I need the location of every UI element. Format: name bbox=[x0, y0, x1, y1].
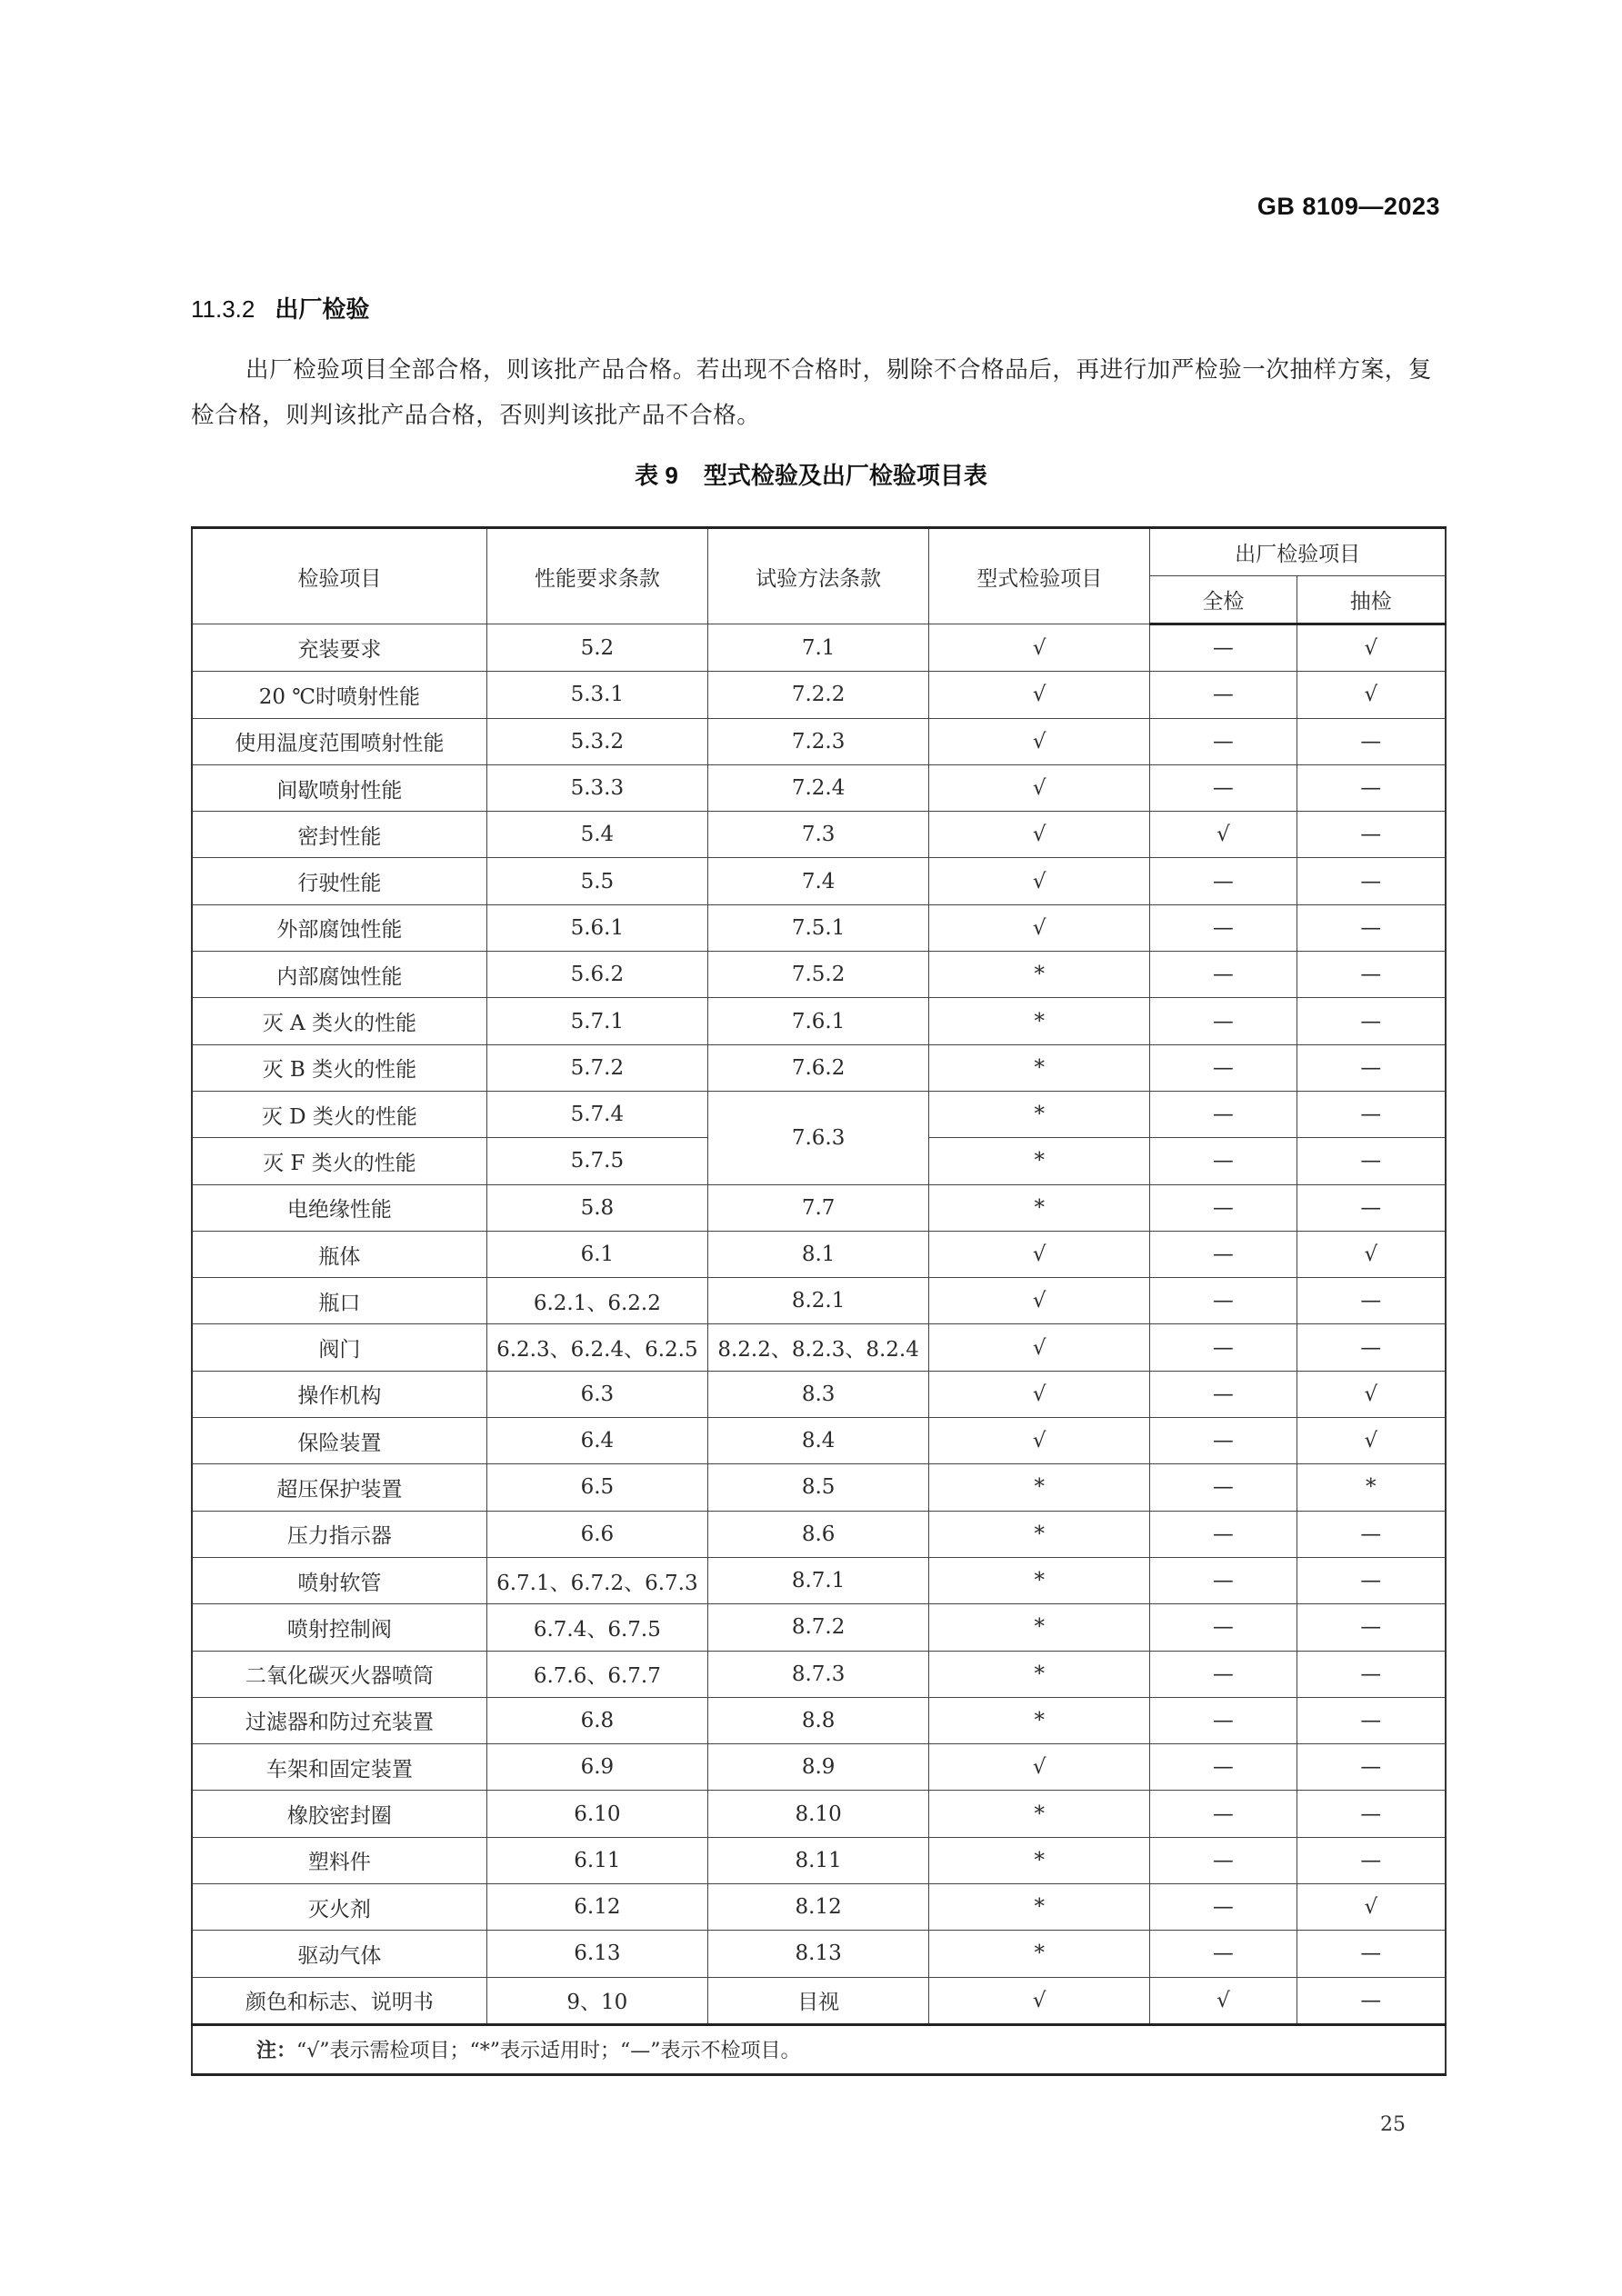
cell-sampling-inspection-dash-mark: — bbox=[1297, 1044, 1446, 1091]
cell-test-method-clause: 7.2.3 bbox=[707, 718, 928, 764]
cell-sampling-inspection-dash-mark: — bbox=[1297, 1511, 1446, 1557]
cell-full-inspection-dash-mark: — bbox=[1150, 1884, 1297, 1931]
cell-test-method-clause: 8.2.2、8.2.3、8.2.4 bbox=[707, 1324, 928, 1371]
cell-full-inspection-dash-mark: — bbox=[1150, 1278, 1297, 1324]
cell-type-test-asterisk-mark: * bbox=[929, 1091, 1150, 1137]
note-label: 注： bbox=[256, 2039, 297, 2062]
cell-performance-clause: 6.7.6、6.7.7 bbox=[486, 1651, 707, 1697]
cell-item: 二氧化碳灭火器喷筒 bbox=[192, 1651, 486, 1697]
cell-full-inspection-dash-mark: — bbox=[1150, 1371, 1297, 1417]
cell-performance-clause: 6.4 bbox=[486, 1418, 707, 1464]
cell-sampling-inspection-dash-mark: — bbox=[1297, 1697, 1446, 1743]
cell-sampling-inspection-asterisk-mark: * bbox=[1297, 1464, 1446, 1511]
table-row bbox=[192, 1837, 1446, 1883]
cell-item: 充装要求 bbox=[192, 624, 486, 672]
table-row bbox=[192, 624, 1446, 672]
cell-item: 灭 A 类火的性能 bbox=[192, 998, 486, 1044]
table-row bbox=[192, 1371, 1446, 1417]
cell-full-inspection-dash-mark: — bbox=[1150, 1744, 1297, 1791]
page-number: 25 bbox=[1380, 2113, 1406, 2136]
table-row bbox=[192, 1884, 1446, 1931]
cell-full-inspection-check-mark: √ bbox=[1150, 812, 1297, 858]
cell-sampling-inspection-check-mark: √ bbox=[1297, 672, 1446, 718]
cell-full-inspection-dash-mark: — bbox=[1150, 1091, 1297, 1137]
cell-item: 灭 B 类火的性能 bbox=[192, 1044, 486, 1091]
cell-sampling-inspection-check-mark: √ bbox=[1297, 1371, 1446, 1417]
cell-sampling-inspection-dash-mark: — bbox=[1297, 1091, 1446, 1137]
table-row bbox=[192, 1278, 1446, 1324]
cell-full-inspection-dash-mark: — bbox=[1150, 764, 1297, 811]
cell-performance-clause: 6.7.1、6.7.2、6.7.3 bbox=[486, 1557, 707, 1603]
cell-performance-clause: 5.3.2 bbox=[486, 718, 707, 764]
cell-sampling-inspection-dash-mark: — bbox=[1297, 1184, 1446, 1231]
cell-full-inspection-dash-mark: — bbox=[1150, 1324, 1297, 1371]
table-note-row bbox=[192, 2024, 1446, 2074]
cell-full-inspection-dash-mark: — bbox=[1150, 858, 1297, 904]
cell-sampling-inspection-dash-mark: — bbox=[1297, 764, 1446, 811]
table-row bbox=[192, 672, 1446, 718]
cell-type-test-asterisk-mark: * bbox=[929, 998, 1150, 1044]
cell-performance-clause: 6.8 bbox=[486, 1697, 707, 1743]
cell-performance-clause: 5.5 bbox=[486, 858, 707, 904]
cell-item: 间歇喷射性能 bbox=[192, 764, 486, 811]
cell-test-method-clause: 7.5.2 bbox=[707, 952, 928, 998]
cell-type-test-check-mark: √ bbox=[929, 1324, 1150, 1371]
table-row bbox=[192, 904, 1446, 951]
header-performance-clause: 性能要求条款 bbox=[486, 528, 707, 624]
cell-test-method-clause: 8.12 bbox=[707, 1884, 928, 1931]
cell-type-test-asterisk-mark: * bbox=[929, 1651, 1150, 1697]
cell-test-method-clause: 8.3 bbox=[707, 1371, 928, 1417]
cell-performance-clause: 5.6.1 bbox=[486, 904, 707, 951]
cell-item: 电绝缘性能 bbox=[192, 1184, 486, 1231]
cell-type-test-asterisk-mark: * bbox=[929, 1791, 1150, 1837]
table-row bbox=[192, 858, 1446, 904]
cell-type-test-check-mark: √ bbox=[929, 1231, 1150, 1277]
table-row bbox=[192, 998, 1446, 1044]
cell-type-test-asterisk-mark: * bbox=[929, 1557, 1150, 1603]
section-paragraph: 出厂检验项目全部合格，则该批产品合格。若出现不合格时，剔除不合格品后，再进行加严检验一次抽样方案，复检合格，则判该批产品合格，否则判该批产品不合格。 bbox=[191, 356, 1433, 429]
cell-performance-clause: 6.7.4、6.7.5 bbox=[486, 1604, 707, 1651]
header-test-method-clause: 试验方法条款 bbox=[707, 528, 928, 624]
header-full-inspection: 全检 bbox=[1150, 576, 1297, 624]
cell-full-inspection-check-mark: √ bbox=[1150, 1977, 1297, 2024]
cell-item: 塑料件 bbox=[192, 1837, 486, 1883]
cell-performance-clause: 6.2.3、6.2.4、6.2.5 bbox=[486, 1324, 707, 1371]
cell-test-method-clause: 8.10 bbox=[707, 1791, 928, 1837]
cell-type-test-asterisk-mark: * bbox=[929, 1464, 1150, 1511]
cell-type-test-check-mark: √ bbox=[929, 812, 1150, 858]
cell-item: 颜色和标志、说明书 bbox=[192, 1977, 486, 2024]
cell-sampling-inspection-dash-mark: — bbox=[1297, 952, 1446, 998]
cell-performance-clause: 6.2.1、6.2.2 bbox=[486, 1278, 707, 1324]
cell-performance-clause: 6.5 bbox=[486, 1464, 707, 1511]
cell-type-test-check-mark: √ bbox=[929, 1744, 1150, 1791]
cell-item: 阀门 bbox=[192, 1324, 486, 1371]
cell-sampling-inspection-dash-mark: — bbox=[1297, 1557, 1446, 1603]
cell-full-inspection-dash-mark: — bbox=[1150, 1931, 1297, 1977]
cell-type-test-check-mark: √ bbox=[929, 1418, 1150, 1464]
cell-test-method-clause: 7.1 bbox=[707, 624, 928, 672]
cell-item: 灭 D 类火的性能 bbox=[192, 1091, 486, 1137]
cell-test-method-clause: 8.8 bbox=[707, 1697, 928, 1743]
cell-sampling-inspection-dash-mark: — bbox=[1297, 998, 1446, 1044]
cell-full-inspection-dash-mark: — bbox=[1150, 1837, 1297, 1883]
cell-type-test-check-mark: √ bbox=[929, 764, 1150, 811]
cell-test-method-clause: 8.4 bbox=[707, 1418, 928, 1464]
cell-test-method-clause: 8.6 bbox=[707, 1511, 928, 1557]
table-body bbox=[192, 624, 1446, 2025]
cell-type-test-check-mark: √ bbox=[929, 718, 1150, 764]
cell-test-method-clause: 8.1 bbox=[707, 1231, 928, 1277]
cell-item: 驱动气体 bbox=[192, 1931, 486, 1977]
table-row bbox=[192, 1651, 1446, 1697]
cell-type-test-check-mark: √ bbox=[929, 1278, 1150, 1324]
cell-item: 车架和固定装置 bbox=[192, 1744, 486, 1791]
cell-sampling-inspection-dash-mark: — bbox=[1297, 1138, 1446, 1184]
cell-type-test-check-mark: √ bbox=[929, 624, 1150, 672]
cell-sampling-inspection-dash-mark: — bbox=[1297, 1837, 1446, 1883]
table-row bbox=[192, 1604, 1446, 1651]
cell-test-method-clause: 目视 bbox=[707, 1977, 928, 2024]
header-sampling-inspection: 抽检 bbox=[1297, 576, 1446, 624]
table-row bbox=[192, 1044, 1446, 1091]
cell-item: 内部腐蚀性能 bbox=[192, 952, 486, 998]
cell-sampling-inspection-check-mark: √ bbox=[1297, 1884, 1446, 1931]
cell-type-test-check-mark: √ bbox=[929, 672, 1150, 718]
table-row bbox=[192, 1091, 1446, 1137]
cell-full-inspection-dash-mark: — bbox=[1150, 624, 1297, 672]
table-caption-title: 型式检验及出厂检验项目表 bbox=[703, 462, 987, 489]
cell-performance-clause: 9、10 bbox=[486, 1977, 707, 2024]
cell-type-test-asterisk-mark: * bbox=[929, 1184, 1150, 1231]
cell-item: 压力指示器 bbox=[192, 1511, 486, 1557]
cell-item: 外部腐蚀性能 bbox=[192, 904, 486, 951]
section-title: 出厂检验 bbox=[275, 295, 370, 323]
cell-performance-clause: 5.7.2 bbox=[486, 1044, 707, 1091]
cell-sampling-inspection-dash-mark: — bbox=[1297, 812, 1446, 858]
cell-type-test-asterisk-mark: * bbox=[929, 1138, 1150, 1184]
table-row bbox=[192, 1464, 1446, 1511]
cell-item: 过滤器和防过充装置 bbox=[192, 1697, 486, 1743]
cell-test-method-clause: 8.7.2 bbox=[707, 1604, 928, 1651]
cell-full-inspection-dash-mark: — bbox=[1150, 1418, 1297, 1464]
header-factory-test: 出厂检验项目 bbox=[1150, 528, 1446, 576]
cell-full-inspection-dash-mark: — bbox=[1150, 1651, 1297, 1697]
table-note bbox=[192, 2024, 1446, 2074]
cell-type-test-check-mark: √ bbox=[929, 904, 1150, 951]
cell-type-test-asterisk-mark: * bbox=[929, 1837, 1150, 1883]
cell-test-method-clause: 7.6.1 bbox=[707, 998, 928, 1044]
cell-full-inspection-dash-mark: — bbox=[1150, 1791, 1297, 1837]
cell-full-inspection-dash-mark: — bbox=[1150, 1604, 1297, 1651]
cell-performance-clause: 6.6 bbox=[486, 1511, 707, 1557]
table-header-row bbox=[192, 528, 1446, 576]
cell-sampling-inspection-dash-mark: — bbox=[1297, 1278, 1446, 1324]
cell-performance-clause: 6.1 bbox=[486, 1231, 707, 1277]
cell-test-method-clause: 7.6.3 bbox=[707, 1091, 928, 1184]
cell-item: 橡胶密封圈 bbox=[192, 1791, 486, 1837]
standard-code: GB 8109—2023 bbox=[1257, 193, 1440, 220]
cell-sampling-inspection-check-mark: √ bbox=[1297, 624, 1446, 672]
cell-performance-clause: 5.3.3 bbox=[486, 764, 707, 811]
cell-sampling-inspection-dash-mark: — bbox=[1297, 1931, 1446, 1977]
table-row bbox=[192, 1511, 1446, 1557]
cell-performance-clause: 6.3 bbox=[486, 1371, 707, 1417]
cell-performance-clause: 5.6.2 bbox=[486, 952, 707, 998]
table-row bbox=[192, 718, 1446, 764]
cell-type-test-asterisk-mark: * bbox=[929, 1604, 1150, 1651]
cell-item: 灭火剂 bbox=[192, 1884, 486, 1931]
table-row bbox=[192, 1744, 1446, 1791]
cell-item: 行驶性能 bbox=[192, 858, 486, 904]
cell-type-test-asterisk-mark: * bbox=[929, 1931, 1150, 1977]
cell-sampling-inspection-dash-mark: — bbox=[1297, 1791, 1446, 1837]
cell-full-inspection-dash-mark: — bbox=[1150, 1184, 1297, 1231]
table-row bbox=[192, 1184, 1446, 1231]
cell-type-test-asterisk-mark: * bbox=[929, 1044, 1150, 1091]
inspection-items-table bbox=[191, 526, 1447, 2076]
cell-full-inspection-dash-mark: — bbox=[1150, 998, 1297, 1044]
cell-item: 20 ℃时喷射性能 bbox=[192, 672, 486, 718]
cell-sampling-inspection-dash-mark: — bbox=[1297, 1324, 1446, 1371]
table-row bbox=[192, 1324, 1446, 1371]
cell-full-inspection-dash-mark: — bbox=[1150, 718, 1297, 764]
cell-full-inspection-dash-mark: — bbox=[1150, 672, 1297, 718]
table-row bbox=[192, 1697, 1446, 1743]
cell-item: 喷射软管 bbox=[192, 1557, 486, 1603]
cell-test-method-clause: 8.13 bbox=[707, 1931, 928, 1977]
cell-full-inspection-dash-mark: — bbox=[1150, 952, 1297, 998]
cell-full-inspection-dash-mark: — bbox=[1150, 1138, 1297, 1184]
cell-performance-clause: 5.4 bbox=[486, 812, 707, 858]
table-row bbox=[192, 1977, 1446, 2024]
cell-item: 密封性能 bbox=[192, 812, 486, 858]
cell-test-method-clause: 7.3 bbox=[707, 812, 928, 858]
cell-type-test-asterisk-mark: * bbox=[929, 1697, 1150, 1743]
cell-sampling-inspection-check-mark: √ bbox=[1297, 1231, 1446, 1277]
cell-full-inspection-dash-mark: — bbox=[1150, 1557, 1297, 1603]
table-row bbox=[192, 1931, 1446, 1977]
cell-performance-clause: 6.9 bbox=[486, 1744, 707, 1791]
cell-sampling-inspection-dash-mark: — bbox=[1297, 1651, 1446, 1697]
cell-sampling-inspection-dash-mark: — bbox=[1297, 904, 1446, 951]
cell-performance-clause: 5.7.5 bbox=[486, 1138, 707, 1184]
cell-sampling-inspection-dash-mark: — bbox=[1297, 1977, 1446, 2024]
cell-sampling-inspection-dash-mark: — bbox=[1297, 718, 1446, 764]
table-row bbox=[192, 1557, 1446, 1603]
cell-full-inspection-dash-mark: — bbox=[1150, 1044, 1297, 1091]
cell-item: 瓶体 bbox=[192, 1231, 486, 1277]
cell-type-test-check-mark: √ bbox=[929, 1371, 1150, 1417]
cell-type-test-asterisk-mark: * bbox=[929, 1511, 1150, 1557]
cell-performance-clause: 5.8 bbox=[486, 1184, 707, 1231]
cell-item: 保险装置 bbox=[192, 1418, 486, 1464]
cell-performance-clause: 5.3.1 bbox=[486, 672, 707, 718]
cell-test-method-clause: 8.7.1 bbox=[707, 1557, 928, 1603]
cell-full-inspection-dash-mark: — bbox=[1150, 1231, 1297, 1277]
cell-test-method-clause: 7.7 bbox=[707, 1184, 928, 1231]
table-row bbox=[192, 1418, 1446, 1464]
cell-type-test-check-mark: √ bbox=[929, 1977, 1150, 2024]
cell-test-method-clause: 8.7.3 bbox=[707, 1651, 928, 1697]
cell-test-method-clause: 8.9 bbox=[707, 1744, 928, 1791]
section-number: 11.3.2 bbox=[191, 295, 255, 323]
cell-item: 超压保护装置 bbox=[192, 1464, 486, 1511]
cell-item: 喷射控制阀 bbox=[192, 1604, 486, 1651]
cell-test-method-clause: 7.6.2 bbox=[707, 1044, 928, 1091]
cell-test-method-clause: 8.11 bbox=[707, 1837, 928, 1883]
cell-item: 操作机构 bbox=[192, 1371, 486, 1417]
cell-item: 使用温度范围喷射性能 bbox=[192, 718, 486, 764]
table-row bbox=[192, 1231, 1446, 1277]
cell-full-inspection-dash-mark: — bbox=[1150, 904, 1297, 951]
cell-performance-clause: 6.12 bbox=[486, 1884, 707, 1931]
cell-performance-clause: 6.11 bbox=[486, 1837, 707, 1883]
cell-test-method-clause: 7.2.2 bbox=[707, 672, 928, 718]
cell-sampling-inspection-dash-mark: — bbox=[1297, 858, 1446, 904]
cell-type-test-check-mark: √ bbox=[929, 858, 1150, 904]
cell-test-method-clause: 7.5.1 bbox=[707, 904, 928, 951]
cell-performance-clause: 6.13 bbox=[486, 1931, 707, 1977]
cell-performance-clause: 5.2 bbox=[486, 624, 707, 672]
cell-performance-clause: 6.10 bbox=[486, 1791, 707, 1837]
table-row bbox=[192, 952, 1446, 998]
cell-item: 瓶口 bbox=[192, 1278, 486, 1324]
cell-test-method-clause: 8.2.1 bbox=[707, 1278, 928, 1324]
cell-sampling-inspection-dash-mark: — bbox=[1297, 1744, 1446, 1791]
cell-performance-clause: 5.7.1 bbox=[486, 998, 707, 1044]
cell-test-method-clause: 8.5 bbox=[707, 1464, 928, 1511]
cell-full-inspection-dash-mark: — bbox=[1150, 1697, 1297, 1743]
note-text: “√”表示需检项目；“*”表示适用时；“—”表示不检项目。 bbox=[296, 2040, 801, 2063]
cell-full-inspection-dash-mark: — bbox=[1150, 1464, 1297, 1511]
table-caption-number: 表 9 bbox=[635, 462, 678, 489]
cell-full-inspection-dash-mark: — bbox=[1150, 1511, 1297, 1557]
cell-type-test-asterisk-mark: * bbox=[929, 1884, 1150, 1931]
section-heading bbox=[191, 291, 369, 324]
cell-test-method-clause: 7.2.4 bbox=[707, 764, 928, 811]
header-type-test: 型式检验项目 bbox=[929, 528, 1150, 624]
cell-sampling-inspection-dash-mark: — bbox=[1297, 1604, 1446, 1651]
cell-performance-clause: 5.7.4 bbox=[486, 1091, 707, 1137]
cell-item: 灭 F 类火的性能 bbox=[192, 1138, 486, 1184]
table-caption bbox=[0, 457, 1622, 491]
cell-test-method-clause: 7.4 bbox=[707, 858, 928, 904]
cell-sampling-inspection-check-mark: √ bbox=[1297, 1418, 1446, 1464]
table-row bbox=[192, 764, 1446, 811]
table-row bbox=[192, 1791, 1446, 1837]
header-item: 检验项目 bbox=[192, 528, 486, 624]
cell-type-test-asterisk-mark: * bbox=[929, 952, 1150, 998]
table-row bbox=[192, 812, 1446, 858]
